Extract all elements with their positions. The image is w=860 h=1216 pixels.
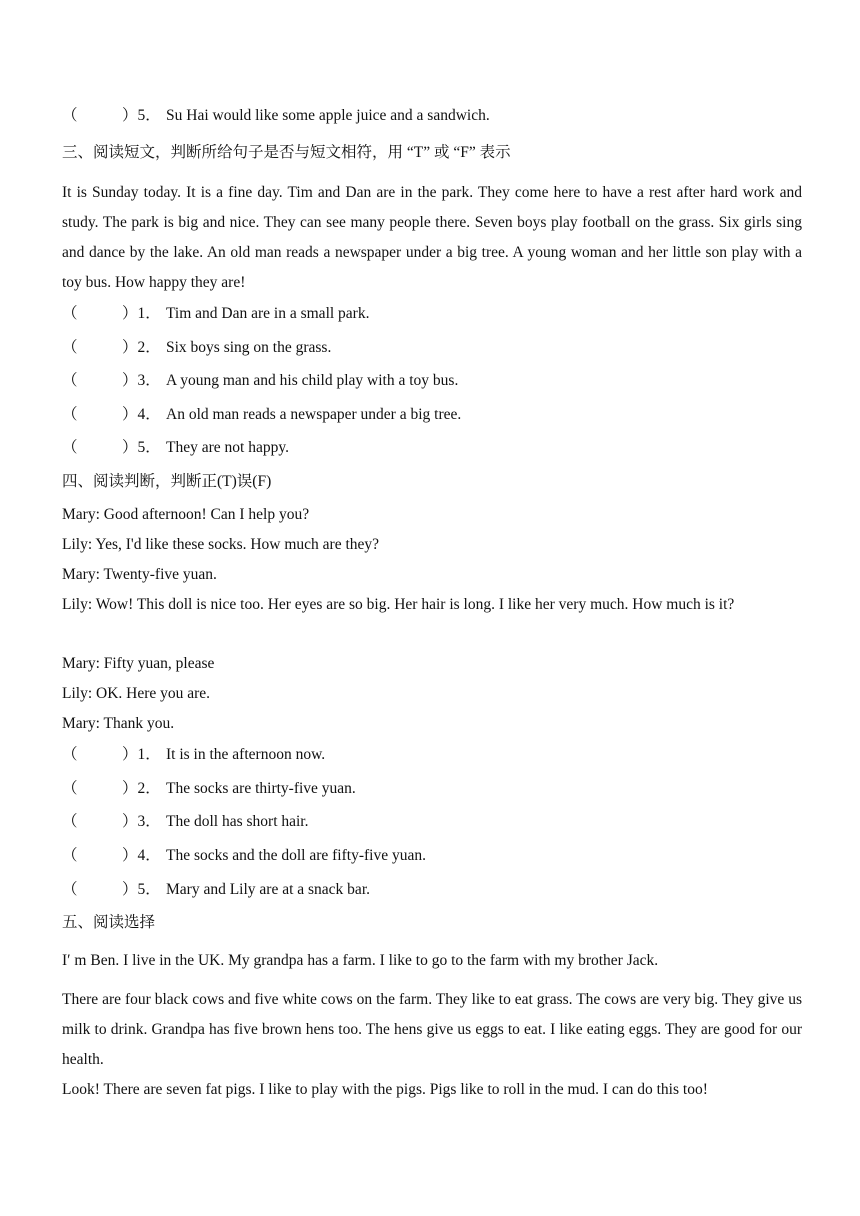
- question-item: （ ）1． Tim and Dan are in a small park.: [62, 305, 370, 322]
- dialogue-line: Mary: Good afternoon! Can I help you?: [62, 506, 310, 523]
- question-item: （ ）3． The doll has short hair.: [62, 813, 309, 830]
- question-item: （ ）5． Su Hai would like some apple juice and a sandwich.: [62, 107, 490, 124]
- dialogue-line: Mary: Fifty yuan, please: [62, 655, 215, 672]
- question-item: （ ）2． Six boys sing on the grass.: [62, 339, 332, 356]
- answer-blank[interactable]: （: [62, 813, 78, 830]
- answer-blank[interactable]: （: [62, 372, 78, 389]
- question-item: （ ）5． They are not happy.: [62, 439, 289, 456]
- question-item: （ ）4． The socks and the doll are fifty-five yuan.: [62, 847, 426, 864]
- dialogue-line: Lily: Yes, I'd like these socks. How much are they?: [62, 536, 380, 553]
- question-item: （ ）3． A young man and his child play with a toy bus.: [62, 372, 459, 389]
- question-item: （ ）5． Mary and Lily are at a snack bar.: [62, 881, 370, 898]
- section-heading: 五、阅读选择: [62, 914, 156, 931]
- answer-blank[interactable]: （: [62, 746, 78, 763]
- question-item: （ ）2． The socks are thirty-five yuan.: [62, 780, 356, 797]
- answer-blank[interactable]: （: [62, 107, 78, 124]
- answer-blank[interactable]: （: [62, 881, 78, 898]
- reading-paragraph: Look! There are seven fat pigs. I like to play with the pigs. Pigs like to roll in the mud. I can do this too!: [62, 1081, 708, 1098]
- question-item: （ ）4． An old man reads a newspaper under a big tree.: [62, 406, 462, 423]
- section-heading: 四、阅读判断，判断正(T)误(F): [62, 473, 272, 490]
- answer-blank[interactable]: （: [62, 847, 78, 864]
- answer-blank[interactable]: （: [62, 305, 78, 322]
- answer-blank[interactable]: （: [62, 780, 78, 797]
- reading-paragraph: I′ m Ben. I live in the UK. My grandpa has a farm. I like to go to the farm with my brother Jack.: [62, 952, 659, 969]
- dialogue-line: Lily: Wow! This doll is nice too. Her eyes are so big. Her hair is long. I like her very much. How much is it?: [62, 596, 735, 613]
- reading-paragraph: There are four black cows and five white cows on the farm. They like to eat grass. The cows are very big. They give us milk to drink. Grandpa has five brown hens too. The hens give us eggs to eat. I like eating eggs. They are good for our health.: [62, 991, 802, 1068]
- answer-blank[interactable]: （: [62, 439, 78, 456]
- dialogue-line: Lily: OK. Here you are.: [62, 685, 211, 702]
- answer-blank[interactable]: （: [62, 406, 78, 423]
- dialogue-line: Mary: Twenty-five yuan.: [62, 566, 217, 583]
- question-item: （ ）1． It is in the afternoon now.: [62, 746, 326, 763]
- reading-passage: It is Sunday today. It is a fine day. Tim and Dan are in the park. They come here to have a rest after hard work and study. The park is big and nice. They can see many people there. Seven boys play football on the grass. Six girls sing and dance by the lake. An old man reads a newspaper under a big tree. A young woman and her little son play with a toy bus. How happy they are!: [62, 184, 802, 291]
- dialogue-line: Mary: Thank you.: [62, 715, 175, 732]
- section-heading: 三、阅读短文，判断所给句子是否与短文相符，用 “T” 或 “F” 表示: [62, 144, 511, 161]
- answer-blank[interactable]: （: [62, 339, 78, 356]
